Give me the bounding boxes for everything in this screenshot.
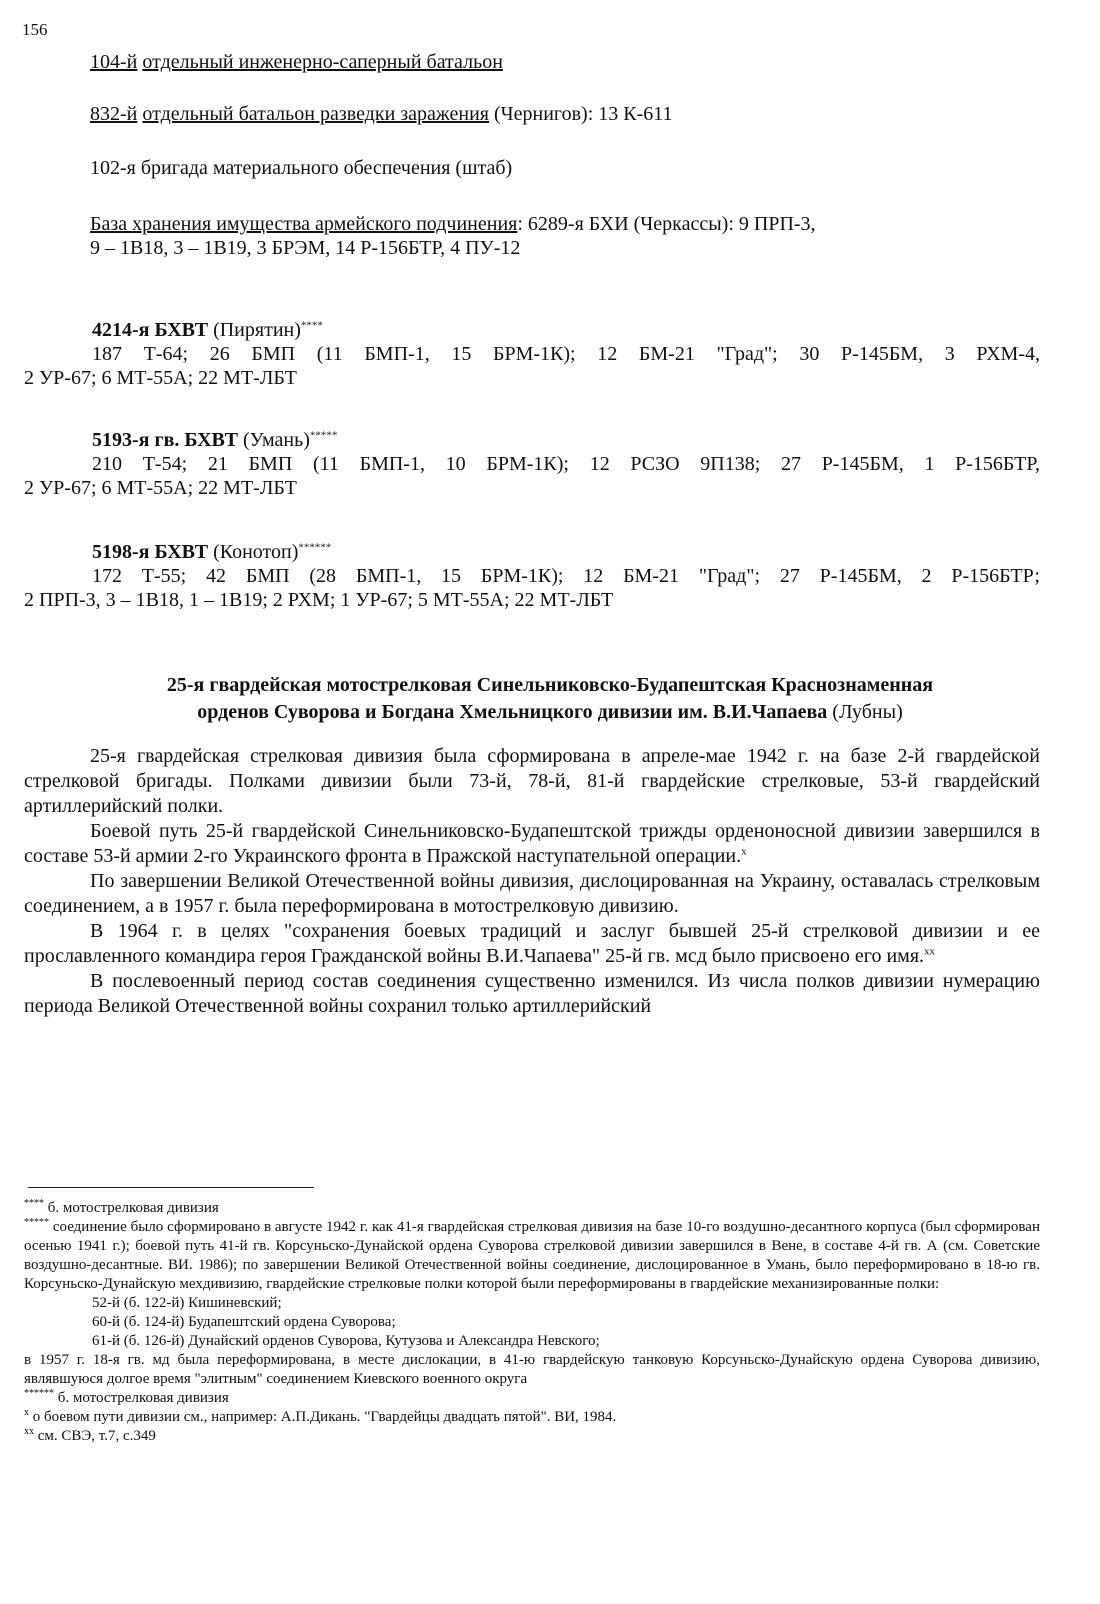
unit-number: 832-й (90, 103, 138, 125)
base-line1: 187 Т-64; 26 БМП (11 БМП-1, 15 БРМ-1К); 12 БМ-21 "Град"; 30 Р-145БМ, 3 РХМ-4, (92, 343, 1040, 365)
footnote-mark: ****** (24, 1388, 54, 1399)
footnote-mark: ***** (309, 429, 338, 442)
storage-line1: : 6289-я БХИ (Черкассы): 9 ПРП-3, (517, 213, 816, 235)
base-place: (Пирятин) (208, 319, 301, 341)
paragraph (24, 744, 1040, 819)
footnote-5-continuation: в 1957 г. 18-я гв. мд была переформирована, в месте дислокации, в 41-ю гвардейскую танковую Корсуньско-Дунайскую ордена Суворова дивизию, являвшуюся долгое время "элитным" соединением Киевского военного округа (24, 1352, 1040, 1387)
paragraph (24, 869, 1040, 919)
paragraph-text: В послевоенный период состав соединения существенно изменился. Из числа полков дивизии нумерацию периода Великой Отечественной войны сохранил только артиллерийский (24, 970, 1040, 1017)
base-place: (Умань) (237, 429, 310, 451)
unit-line-102 (90, 156, 512, 180)
base-line2: 2 УР-67; 6 МТ-55А; 22 МТ-ЛБТ (24, 367, 297, 389)
footnote-xx (24, 1427, 1040, 1446)
footnote-mark: x (741, 845, 747, 858)
base-5198 (24, 540, 1040, 612)
storage-label: База хранения имущества армейского подчинения (90, 213, 518, 235)
paragraph-text: Боевой путь 25-й гвардейской Синельниковско-Будапештской трижды орденоносной дивизии завершился в составе 53-й армии 2-го Украинского фронта в Пражской наступательной операции. (24, 820, 1040, 867)
division-heading-line1: 25-я гвардейская мотострелковая Синельниковско-Будапештская Краснознаменная (166, 674, 934, 696)
storage-line2: 9 – 1В18, 3 – 1В19, 3 БРЭМ, 14 Р-156БТР, 4 ПУ-12 (90, 237, 521, 259)
footnote-mark: x (24, 1407, 29, 1418)
unit-details: (Чернигов): 13 К-611 (488, 103, 673, 125)
footnote-5 (24, 1218, 1040, 1294)
base-place: (Конотоп) (208, 541, 299, 563)
regiment-item: 60-й (б. 124-й) Будапештский ордена Суворова; (92, 1314, 396, 1330)
footnote-text: см. СВЭ, т.7, с.349 (34, 1428, 156, 1444)
unit-line-832 (90, 102, 673, 126)
division-location: (Лубны) (827, 701, 903, 723)
paragraph (24, 819, 1040, 869)
paragraph-text: В 1964 г. в целях "сохранения боевых традиций и заслуг бывшей 25-й стрелковой дивизии и ее прославленного командира героя Гражданской войны В.И.Чапаева" 25-й гв. мсд было присвоено его имя. (24, 920, 1040, 967)
footnote-mark: **** (300, 319, 323, 332)
footnote-mark: xx (24, 1426, 34, 1437)
division-heading (30, 672, 1070, 726)
regiment-item: 61-й (б. 126-й) Дунайский орденов Суворова, Кутузова и Александра Невского; (92, 1333, 600, 1349)
regiment-item: 52-й (б. 122-й) Кишиневский; (92, 1295, 282, 1311)
footnote-text: о боевом пути дивизии см., например: А.П.Дикань. "Гвардейцы двадцать пятой". ВИ, 1984. (29, 1409, 617, 1425)
unit-line-104 (90, 50, 503, 74)
footnote-mark: xx (924, 945, 936, 958)
base-line2: 2 УР-67; 6 МТ-55А; 22 МТ-ЛБТ (24, 477, 297, 499)
storage-base (90, 212, 816, 260)
base-line2: 2 ПРП-3, 3 – 1В18, 1 – 1В19; 2 РХМ; 1 УР-67; 5 МТ-55А; 22 МТ-ЛБТ (24, 589, 614, 611)
base-5193 (24, 428, 1040, 500)
footnote-4 (24, 1199, 1040, 1218)
footnote-text: соединение было сформировано в августе 1942 г. как 41-я гвардейская стрелковая дивизия на базе 10-го воздушно-десантного корпуса (был сформирован осенью 1941 г.); боевой путь 41-й гв. Корсуньско-Дунайской ордена Суворова стрелковой дивизии завершился в Вене, в составе 4-й гв. А (см. Советские воздушно-десантные. ВИ. 1986); по завершении Великой Отечественной войны соединение, дислоцированное в Умань, было переформировано в 18-ю гв. Корсуньско-Дунайскую мехдивизию, гвардейские стрелковые полки которой были переформированы в гвардейские механизированные полки: (24, 1219, 1040, 1292)
footnote-6 (24, 1389, 1040, 1408)
footnote-separator (28, 1187, 314, 1188)
base-title: 5198-я БХВТ (92, 541, 209, 563)
page-number: 156 (22, 20, 48, 39)
unit-name: отдельный инженерно-саперный батальон (142, 51, 503, 73)
paragraph (24, 969, 1040, 1019)
unit-number: 104-й (90, 51, 138, 73)
base-line1: 210 Т-54; 21 БМП (11 БМП-1, 10 БРМ-1К); 12 РСЗО 9П138; 27 Р-145БМ, 1 Р-156БТР, (92, 453, 1040, 475)
division-heading-line2: орденов Суворова и Богдана Хмельницкого дивизии им. В.И.Чапаева (197, 701, 828, 723)
unit-details: 102-я бригада материального обеспечения (штаб) (90, 157, 513, 179)
unit-name: отдельный батальон разведки заражения (142, 103, 489, 125)
base-line1: 172 Т-55; 42 БМП (28 БМП-1, 15 БРМ-1К); 12 БМ-21 "Град"; 27 Р-145БМ, 2 Р-156БТР; (92, 565, 1040, 587)
footnotes (24, 1199, 1040, 1446)
footnote-text: б. мотострелковая дивизия (54, 1390, 229, 1406)
base-title: 5193-я гв. БХВТ (92, 429, 238, 451)
body-text (24, 744, 1040, 1019)
base-4214 (24, 318, 1040, 390)
footnote-x (24, 1408, 1040, 1427)
paragraph-text: По завершении Великой Отечественной войны дивизия, дислоцированная на Украину, оставалась стрелковым соединением, а в 1957 г. была переформирована в мотострелковую дивизию. (24, 870, 1040, 917)
paragraph (24, 919, 1040, 969)
footnote-mark: **** (24, 1198, 44, 1209)
footnote-text: б. мотострелковая дивизия (44, 1200, 219, 1216)
paragraph-text: 25-я гвардейская стрелковая дивизия была сформирована в апреле-мае 1942 г. на базе 2-й гвардейской стрелковой бригады. Полками дивизии были 73-й, 78-й, 81-й гвардейские стрелковые, 53-й гвардейский артиллерийский полки. (24, 745, 1040, 817)
footnote-mark: ***** (24, 1217, 49, 1228)
base-title: 4214-я БХВТ (92, 319, 209, 341)
footnote-mark: ****** (298, 541, 332, 554)
